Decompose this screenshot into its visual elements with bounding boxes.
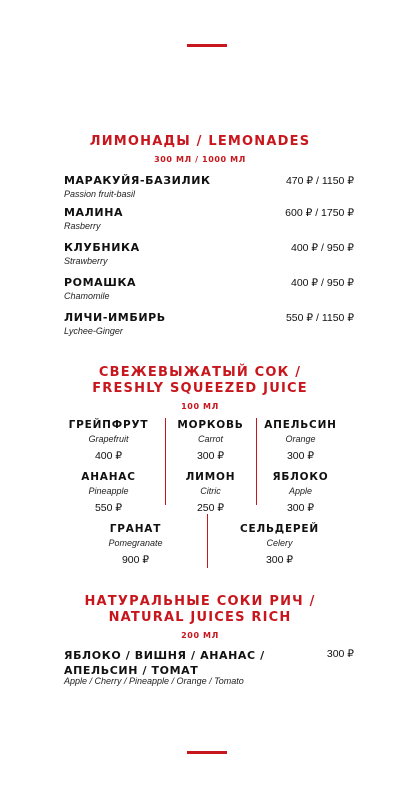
top-divider <box>187 44 227 47</box>
item-price: 300 ₽ <box>265 554 294 566</box>
item-name-en: Celery <box>266 538 293 548</box>
lemonades-title: ЛИМОНАДЫ / LEMONADES <box>89 134 311 149</box>
item-name-ru: ЯБЛОКО / ВИШНЯ / АНАНАС / АПЕЛЬСИН / ТОМАТ <box>64 649 265 677</box>
menu-item <box>64 174 354 204</box>
item-price: 400 ₽ / 950 ₽ <box>291 242 354 254</box>
item-name-ru: МОРКОВЬ <box>177 419 244 431</box>
item-name-ru: РОМАШКА <box>64 276 137 289</box>
item-price: 470 ₽ / 1150 ₽ <box>285 175 354 187</box>
item-price: 250 ₽ <box>196 502 225 514</box>
bottom-divider <box>187 751 227 754</box>
item-name-en: Passion fruit-basil <box>64 189 136 199</box>
item-price: 300 ₽ <box>286 450 315 462</box>
juice-item <box>232 522 327 569</box>
juice-item <box>253 470 348 517</box>
item-name-en: Apple / Cherry / Pineapple / Orange / Tomato <box>64 676 244 686</box>
natural-title-line1: НАТУРАЛЬНЫЕ СОКИ РИЧ / <box>84 594 316 609</box>
item-name-ru: СЕЛЬДЕРЕЙ <box>240 523 319 535</box>
item-name-ru: ЛИЧИ-ИМБИРЬ <box>64 311 166 324</box>
item-name-ru: ГРАНАТ <box>109 523 162 535</box>
item-name-ru: ГРЕЙПФРУТ <box>68 419 149 431</box>
item-price: 400 ₽ <box>94 450 123 462</box>
item-name-ru: МАЛИНА <box>64 206 124 219</box>
item-price: 300 ₽ <box>196 450 225 462</box>
item-name-en: Orange <box>285 434 316 444</box>
item-name-en: Chamomile <box>64 291 110 301</box>
item-price: 550 ₽ / 1150 ₽ <box>285 312 354 324</box>
item-price: 550 ₽ <box>94 502 123 514</box>
item-name-en: Pineapple <box>88 486 129 496</box>
item-name-en: Citric <box>200 486 221 496</box>
item-name-ru: ЯБЛОКО <box>272 471 329 483</box>
item-name-ru: ЛИМОН <box>185 471 236 483</box>
menu-item <box>64 311 354 341</box>
item-price: 900 ₽ <box>121 554 150 566</box>
item-name-en: Rasberry <box>64 221 101 231</box>
item-price: 400 ₽ / 950 ₽ <box>291 277 354 289</box>
item-name-en: Grapefruit <box>88 434 129 444</box>
item-name-en: Lychee-Ginger <box>64 326 123 336</box>
menu-item <box>64 206 354 236</box>
item-name-ru: КЛУБНИКА <box>64 241 140 254</box>
item-name-ru: АНАНАС <box>81 471 136 483</box>
fresh-title-line2: FRESHLY SQUEEZED JUICE <box>92 381 308 396</box>
juice-item <box>163 470 258 517</box>
menu-item <box>64 276 354 306</box>
natural-title-line2: NATURAL JUICES RICH <box>108 610 292 625</box>
juice-item <box>61 418 156 465</box>
fresh-volume: 100 МЛ <box>181 402 219 411</box>
juice-item <box>88 522 183 569</box>
item-name-ru: МАРАКУЙЯ-БАЗИЛИК <box>64 174 211 187</box>
item-name-en: Pomegranate <box>108 538 163 548</box>
item-name-en: Strawberry <box>64 256 108 266</box>
juice-item <box>253 418 348 465</box>
lemonades-volume: 300 МЛ / 1000 МЛ <box>154 155 246 164</box>
juice-item <box>61 470 156 517</box>
item-name-en: Apple <box>288 486 313 496</box>
juice-item <box>163 418 258 465</box>
item-name-ru: АПЕЛЬСИН <box>264 419 337 431</box>
grid-divider <box>207 514 208 568</box>
item-price: 300 ₽ <box>326 648 354 660</box>
item-price: 300 ₽ <box>286 502 315 514</box>
item-price: 600 ₽ / 1750 ₽ <box>285 207 354 219</box>
fresh-title-line1: СВЕЖЕВЫЖАТЫЙ СОК / <box>98 365 302 380</box>
item-name-en: Carrot <box>197 434 223 444</box>
juice-grid <box>60 418 344 568</box>
natural-volume: 200 МЛ <box>181 631 219 640</box>
menu-item <box>64 241 354 271</box>
